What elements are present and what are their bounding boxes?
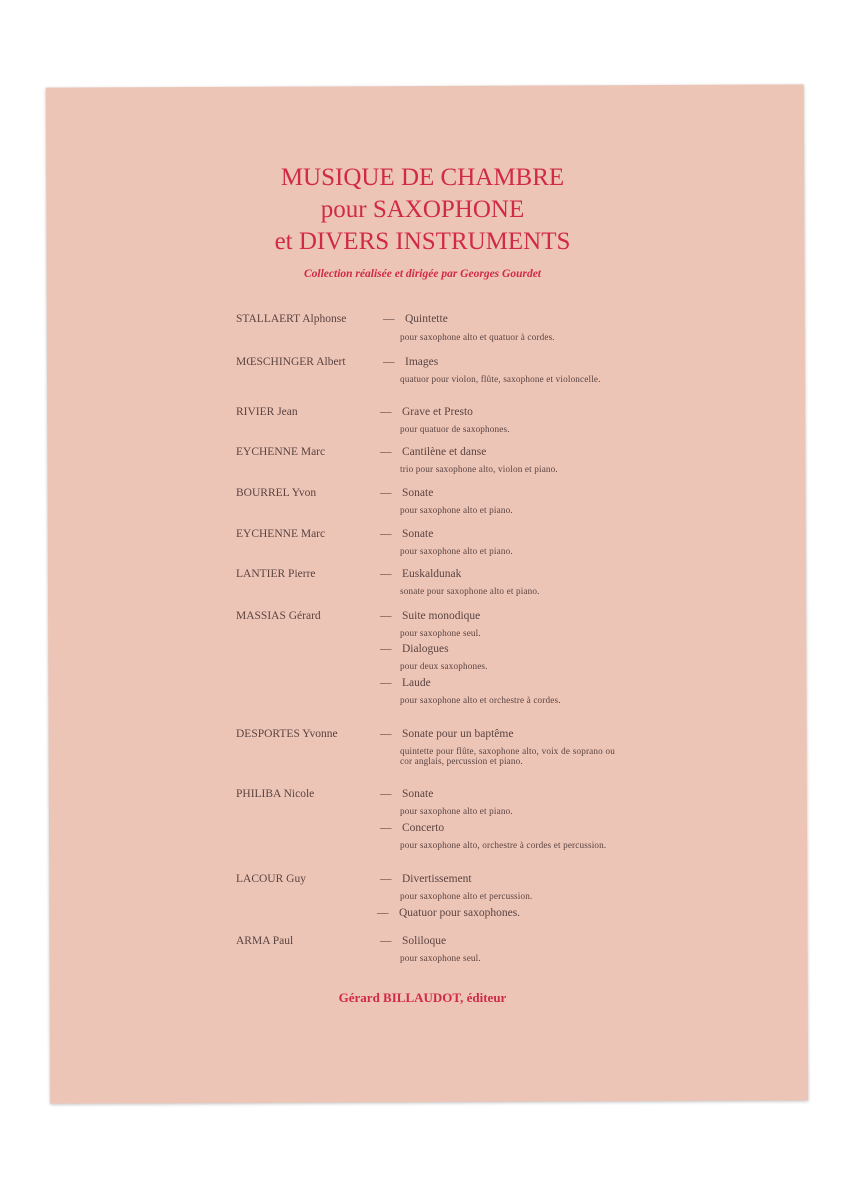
composer-name: RIVIER Jean: [236, 406, 298, 418]
composer-name: LACOUR Guy: [236, 873, 306, 885]
collection-subtitle: Collection réalisée et dirigée par Georges Gourdet: [304, 268, 541, 280]
work-title: — Images: [383, 356, 439, 368]
dash: —: [380, 822, 392, 834]
work-title: — Suite monodique: [380, 610, 481, 622]
work-title: — Concerto: [380, 822, 445, 834]
catalog-entry: [0, 528, 845, 556]
work-title: — Cantilène et danse: [380, 446, 487, 458]
dash: —: [380, 677, 392, 689]
work-description: quatuor pour violon, flûte, saxophone et violoncelle.: [400, 374, 601, 384]
work-description: pour saxophone alto et piano.: [400, 806, 513, 816]
dash: —: [380, 610, 392, 622]
publisher-imprint: Gérard BILLAUDOT, éditeur: [338, 990, 507, 1005]
title-line: MUSIQUE DE CHAMBRE: [280, 164, 565, 191]
dash: —: [380, 406, 392, 418]
work-title: — Laude: [380, 677, 431, 689]
work-description: sonate pour saxophone alto et piano.: [400, 586, 540, 596]
work-description: pour saxophone alto et piano.: [400, 505, 513, 515]
work-description: pour saxophone seul.: [400, 628, 481, 638]
dash: —: [380, 568, 392, 580]
dash: —: [380, 728, 392, 740]
composer-name: MASSIAS Gérard: [236, 610, 321, 622]
dash: —: [383, 313, 395, 325]
composer-name: PHILIBA Nicole: [236, 788, 315, 800]
work-description: pour saxophone alto et percussion.: [400, 891, 533, 901]
catalog-entry: [0, 873, 845, 919]
composer-name: ARMA Paul: [236, 935, 294, 947]
work-description: quintette pour flûte, saxophone alto, voix de soprano ou cor anglais, percussion et piano.: [400, 746, 615, 766]
work-title: — Soliloque: [380, 935, 447, 947]
work-description: pour saxophone alto et quatuor à cordes.: [400, 332, 555, 342]
composer-name: EYCHENNE Marc: [236, 446, 326, 458]
dash: —: [377, 907, 389, 919]
work-description: pour saxophone alto et piano.: [400, 546, 513, 556]
work-description: pour saxophone seul.: [400, 953, 481, 963]
composer-name: DESPORTES Yvonne: [236, 728, 338, 740]
dash: —: [380, 935, 392, 947]
work-title: — Sonate pour un baptême: [380, 728, 514, 740]
catalog-entry: [0, 568, 845, 596]
title-line: pour SAXOPHONE: [320, 196, 525, 223]
catalog-entry: [0, 935, 845, 963]
dash: —: [383, 356, 395, 368]
dash: —: [380, 643, 392, 655]
title-line: et DIVERS INSTRUMENTS: [274, 228, 571, 255]
dash: —: [380, 873, 392, 885]
dash: —: [380, 446, 392, 458]
work-title: — Euskaldunak: [380, 568, 462, 580]
work-description: trio pour saxophone alto, violon et piano.: [400, 464, 558, 474]
catalog-entry: [0, 610, 845, 705]
dash: —: [380, 487, 392, 499]
composer-name: EYCHENNE Marc: [236, 528, 326, 540]
composer-name: LANTIER Pierre: [236, 568, 316, 580]
catalog-entry: [0, 446, 845, 474]
dash: —: [380, 528, 392, 540]
work-title: — Sonate: [380, 788, 434, 800]
catalog-entry: [0, 487, 845, 515]
work-title: — Quintette: [383, 313, 448, 325]
work-description: pour deux saxophones.: [400, 661, 488, 671]
work-description: pour saxophone alto et orchestre à cordes.: [400, 695, 561, 705]
composer-name: MŒSCHINGER Albert: [236, 356, 346, 368]
work-title: — Dialogues: [380, 643, 449, 655]
catalog-entry: [0, 788, 845, 850]
work-title: — Divertissement: [380, 873, 472, 885]
composer-name: BOURREL Yvon: [236, 487, 317, 499]
catalog-entry: [0, 406, 845, 434]
work-title: — Quatuor pour saxophones.: [377, 907, 521, 919]
collection-title: [0, 162, 845, 258]
catalog-entry: [0, 356, 845, 384]
work-title: — Sonate: [380, 528, 434, 540]
work-description: pour quatuor de saxophones.: [400, 424, 510, 434]
work-title: — Sonate: [380, 487, 434, 499]
work-title: — Grave et Presto: [380, 406, 473, 418]
composer-name: STALLAERT Alphonse: [236, 313, 347, 325]
catalog-entry: [0, 313, 845, 342]
catalog-entry: [0, 728, 845, 766]
work-description: pour saxophone alto, orchestre à cordes et percussion.: [400, 840, 607, 850]
dash: —: [380, 788, 392, 800]
